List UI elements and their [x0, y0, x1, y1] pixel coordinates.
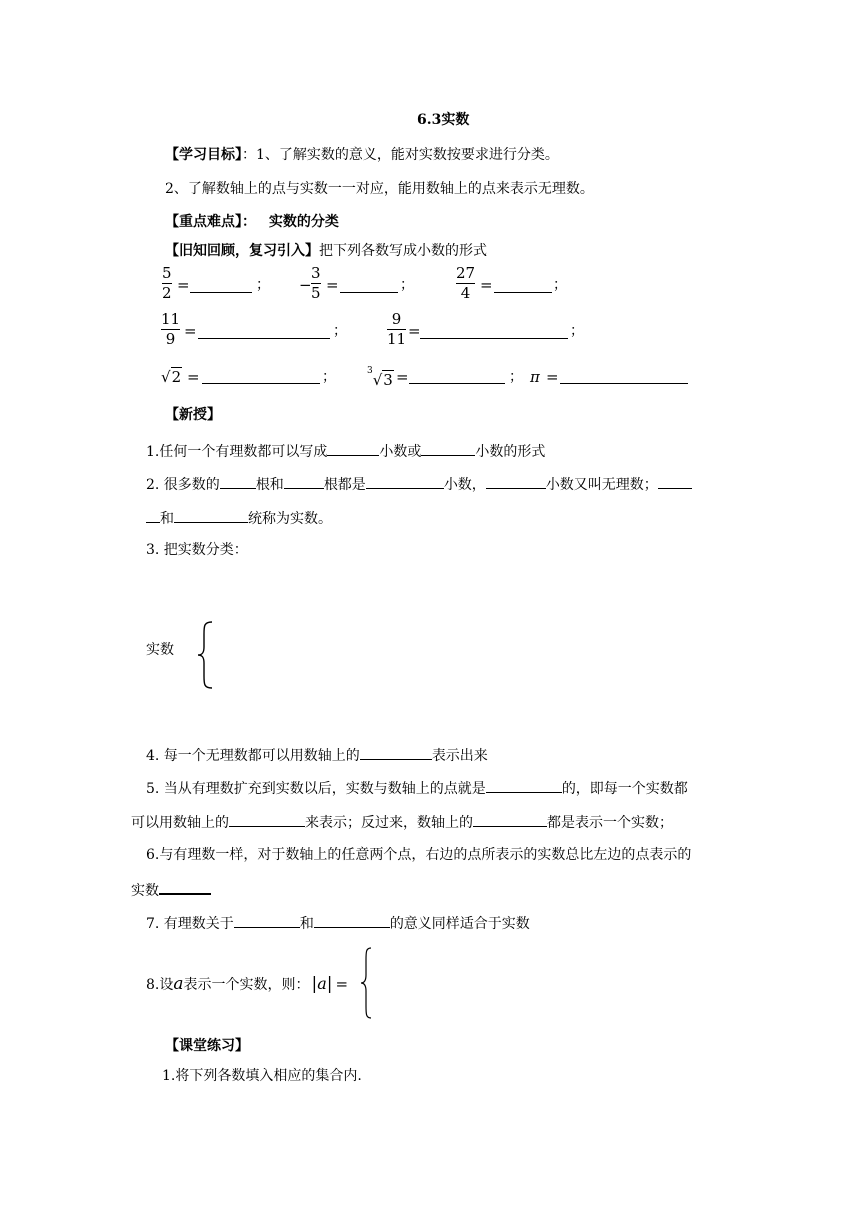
practice-label: 【课堂练习】 — [165, 1038, 249, 1054]
q7-text-pre: 7. 有理数关于 — [146, 916, 234, 932]
numerator: 3 — [311, 264, 321, 282]
answer-blank[interactable] — [366, 474, 444, 489]
radicand: 3 — [383, 371, 393, 389]
objectives-item-1: ：1、了解实数的意义，能对实数按要求进行分类。 — [242, 147, 559, 163]
question-3: 3. 把实数分类： — [146, 542, 248, 558]
answer-blank[interactable] — [473, 812, 547, 827]
question-7 — [146, 913, 530, 933]
sqrt-2: √2 — [161, 368, 182, 386]
equals-sign: = — [335, 975, 349, 993]
equals-sign: = — [480, 276, 493, 294]
left-brace-icon — [360, 946, 374, 1020]
question-8: 8.设a表示一个实数，则： |a| = — [146, 974, 349, 994]
q5-text-pre: 5. 当从有理数扩充到实数以后，实数与数轴上的点就是 — [146, 781, 486, 797]
equals-sign: = — [177, 276, 190, 294]
q5-text-line2-pre: 可以用数轴上的 — [131, 815, 229, 831]
answer-blank[interactable] — [486, 474, 546, 489]
q2-text-a: 根和 — [255, 477, 284, 493]
equals-sign: = — [187, 368, 200, 386]
equals-sign: = — [396, 368, 409, 386]
numerator: 5 — [162, 264, 172, 282]
answer-blank[interactable] — [229, 812, 305, 827]
separator: ； — [553, 277, 567, 293]
q7-text-post: 的意义同样适合于实数 — [389, 916, 530, 932]
equals-sign: = — [184, 322, 197, 340]
q7-text-mid: 和 — [299, 916, 314, 932]
denominator: 2 — [162, 284, 172, 302]
abs-variable-a: a — [317, 974, 327, 993]
question-5-line-1 — [146, 778, 688, 798]
separator: ； — [322, 369, 336, 385]
answer-blank[interactable] — [159, 879, 211, 895]
answer-blank[interactable] — [146, 508, 160, 523]
answer-blank[interactable] — [494, 292, 552, 293]
key-points-text: 实数的分类 — [268, 214, 339, 230]
separator: ； — [333, 323, 347, 339]
question-1 — [146, 441, 545, 461]
q2-text-line2-mid: 和 — [160, 511, 174, 527]
fraction-11-9 — [161, 311, 180, 348]
q4-text-pre: 4. 每一个无理数都可以用数轴上的 — [146, 748, 360, 764]
question-6-line-1: 6.与有理数一样，对于数轴上的任意两个点，右边的点所表示的实数总比左边的点表示的 — [146, 847, 692, 863]
question-2-line-2 — [146, 508, 332, 528]
question-6-line-2 — [131, 879, 211, 900]
answer-blank[interactable] — [421, 441, 475, 456]
denominator: 5 — [311, 284, 321, 302]
key-points-label: 【重点难点】： — [165, 214, 256, 230]
question-2-line-1 — [146, 474, 692, 494]
answer-blank[interactable] — [202, 383, 320, 384]
q5-text-post: 的，即每一个实数都 — [561, 781, 688, 797]
q6-text-line2-pre: 实数 — [131, 883, 159, 899]
answer-blank[interactable] — [220, 474, 256, 489]
separator: ； — [509, 369, 523, 385]
answer-blank[interactable] — [314, 913, 390, 928]
answer-blank[interactable] — [409, 383, 505, 384]
classify-label: 实数 — [146, 642, 174, 658]
answer-blank[interactable] — [658, 474, 692, 489]
new-lesson-label: 【新授】 — [165, 407, 221, 423]
equals-sign: = — [546, 368, 559, 386]
q2-text-c: 小数， — [443, 477, 486, 493]
q1-text-pre: 1.任何一个有理数都可以写成 — [146, 444, 328, 460]
key-points-line — [165, 213, 339, 231]
pi-symbol: π — [530, 368, 540, 386]
objectives-line-1 — [165, 146, 559, 164]
answer-blank[interactable] — [284, 474, 324, 489]
cube-root-3: $^3$√3 — [367, 366, 393, 389]
answer-blank[interactable] — [234, 913, 300, 928]
q5-text-line2-post: 都是表示一个实数； — [547, 815, 673, 831]
answer-blank[interactable] — [198, 338, 330, 339]
answer-blank[interactable] — [327, 441, 379, 456]
review-label: 【旧知回顾，复习引入】 — [165, 243, 319, 259]
q1-text-mid: 小数或 — [379, 444, 422, 460]
answer-blank[interactable] — [174, 508, 248, 523]
q2-text-b: 根都是 — [323, 477, 366, 493]
review-line — [165, 242, 487, 260]
fraction-5-2 — [162, 265, 172, 302]
answer-blank[interactable] — [190, 292, 252, 293]
answer-blank[interactable] — [360, 745, 432, 760]
practice-question-1: 1.将下列各数填入相应的集合内. — [162, 1068, 362, 1084]
objectives-item-2: 2、了解数轴上的点与实数一一对应，能用数轴上的点来表示无理数。 — [165, 181, 594, 197]
q4-text-post: 表示出来 — [431, 748, 488, 764]
separator: ； — [400, 277, 414, 293]
minus-sign: − — [299, 276, 312, 294]
numerator: 11 — [161, 310, 181, 328]
separator: ； — [256, 277, 270, 293]
fraction-9-11 — [387, 311, 406, 348]
fraction-27-4 — [456, 265, 475, 302]
left-brace-icon — [196, 620, 216, 690]
objectives-label: 【学习目标】 — [165, 147, 242, 163]
question-5-line-2 — [131, 812, 673, 832]
q2-text-line2-post: 统称为实数。 — [248, 511, 332, 527]
denominator: 11 — [387, 330, 407, 348]
separator: ； — [570, 323, 584, 339]
root-index: 3 — [367, 366, 373, 376]
answer-blank[interactable] — [560, 383, 688, 384]
q5-text-line2-mid: 来表示；反过来，数轴上的 — [305, 815, 473, 831]
answer-blank[interactable] — [486, 778, 562, 793]
question-4 — [146, 745, 488, 765]
fraction-3-5 — [311, 265, 321, 302]
numerator: 27 — [456, 264, 476, 282]
q2-text-pre: 2. 很多数的 — [146, 477, 220, 493]
page-title: 6.3实数 — [417, 112, 470, 128]
denominator: 9 — [165, 330, 176, 348]
variable-a: a — [173, 974, 184, 994]
equals-sign: = — [326, 276, 339, 294]
equals-sign: = — [408, 322, 421, 340]
numerator: 9 — [391, 310, 402, 328]
radicand: 2 — [171, 368, 182, 386]
denominator: 4 — [460, 284, 471, 302]
answer-blank[interactable] — [340, 292, 398, 293]
q2-text-d: 小数又叫无理数； — [545, 477, 658, 493]
review-text: 把下列各数写成小数的形式 — [319, 243, 487, 259]
q8-text-pre: 8.设 — [146, 977, 174, 993]
q1-text-post: 小数的形式 — [475, 444, 546, 460]
q8-text-post: 表示一个实数，则： — [183, 977, 310, 993]
answer-blank[interactable] — [420, 338, 568, 339]
